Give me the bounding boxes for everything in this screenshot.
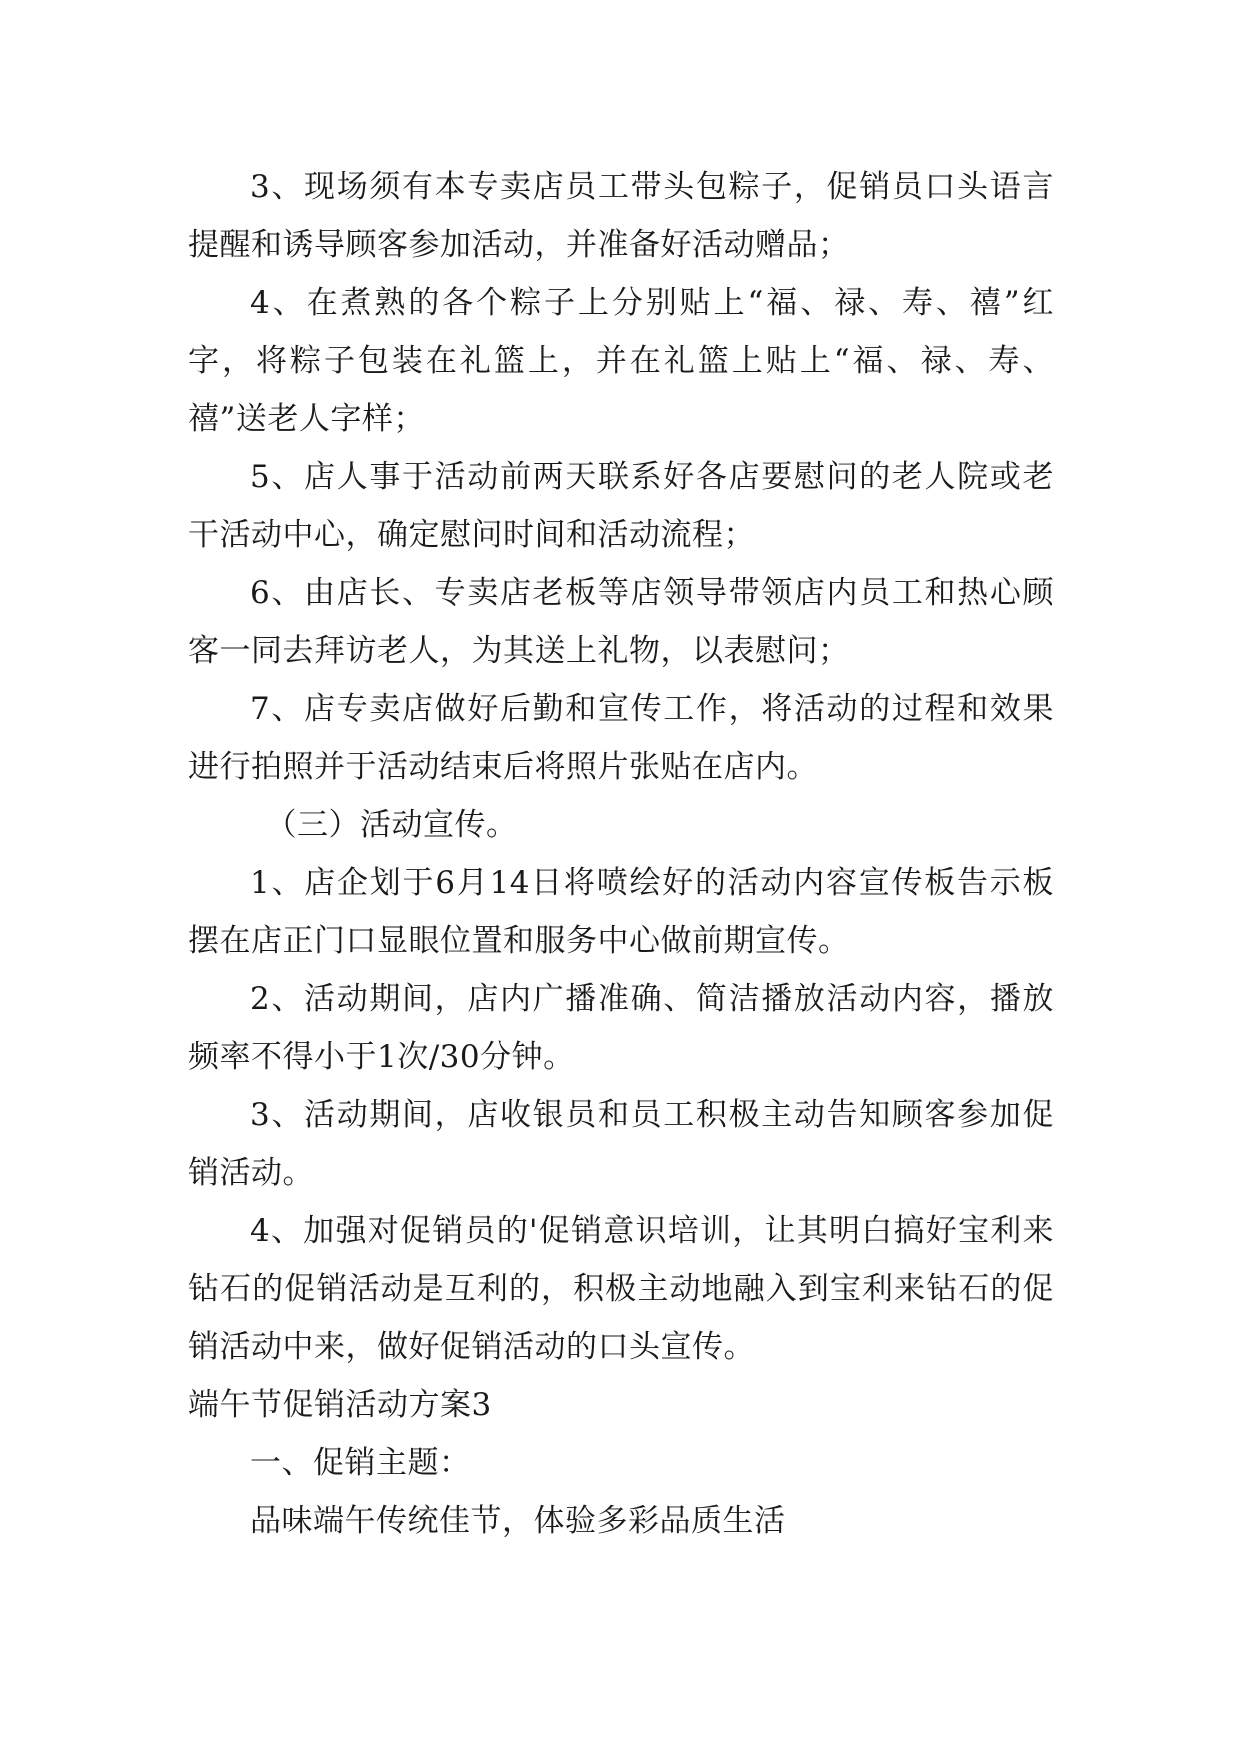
section-heading-promotion: （三）活动宣传。 — [265, 807, 518, 843]
paragraph-item-4-zongzi-labels: 4、在煮熟的各个粽子上分别贴上“福、禄、寿、禧”红字，将粽子包装在礼篮上，并在礼篮上贴上“福、禄、寿、禧”送老人字样； — [188, 285, 1054, 437]
paragraph-item-5-contact-elders: 5、店人事于活动前两天联系好各店要慰问的老人院或老干活动中心，确定慰问时间和活动流程； — [188, 459, 1054, 553]
paragraph-promo-4-training: 4、加强对促销员的'促销意识培训，让其明白搞好宝利来钻石的促销活动是互利的，积极主动地融入到宝利来钻石的促销活动中来，做好促销活动的口头宣传。 — [188, 1213, 1054, 1365]
paragraph-promo-3-cashiers: 3、活动期间，店收银员和员工积极主动告知顾客参加促销活动。 — [188, 1097, 1054, 1191]
document-title-plan-3: 端午节促销活动方案3 — [188, 1387, 492, 1423]
paragraph-item-3-gift-prep: 3、现场须有本专卖店员工带头包粽子，促销员口头语言提醒和诱导顾客参加活动，并准备好活动赠品； — [188, 169, 1054, 263]
paragraph-item-6-visit-elders: 6、由店长、专卖店老板等店领导带领店内员工和热心顾客一同去拜访老人，为其送上礼物，以表慰问； — [188, 575, 1054, 669]
paragraph-promo-2-broadcast: 2、活动期间，店内广播准确、简洁播放活动内容，播放频率不得小于1次/30分钟。 — [188, 981, 1054, 1075]
paragraph-item-7-logistics: 7、店专卖店做好后勤和宣传工作，将活动的过程和效果进行拍照并于活动结束后将照片张贴在店内。 — [188, 691, 1054, 785]
paragraph-promo-1-board: 1、店企划于6月14日将喷绘好的活动内容宣传板告示板摆在店正门口显眼位置和服务中心做前期宣传。 — [188, 865, 1054, 959]
document-body — [188, 158, 1054, 1550]
section-heading-theme: 一、促销主题： — [250, 1445, 471, 1481]
paragraph-theme-slogan: 品味端午传统佳节，体验多彩品质生活 — [250, 1503, 786, 1539]
